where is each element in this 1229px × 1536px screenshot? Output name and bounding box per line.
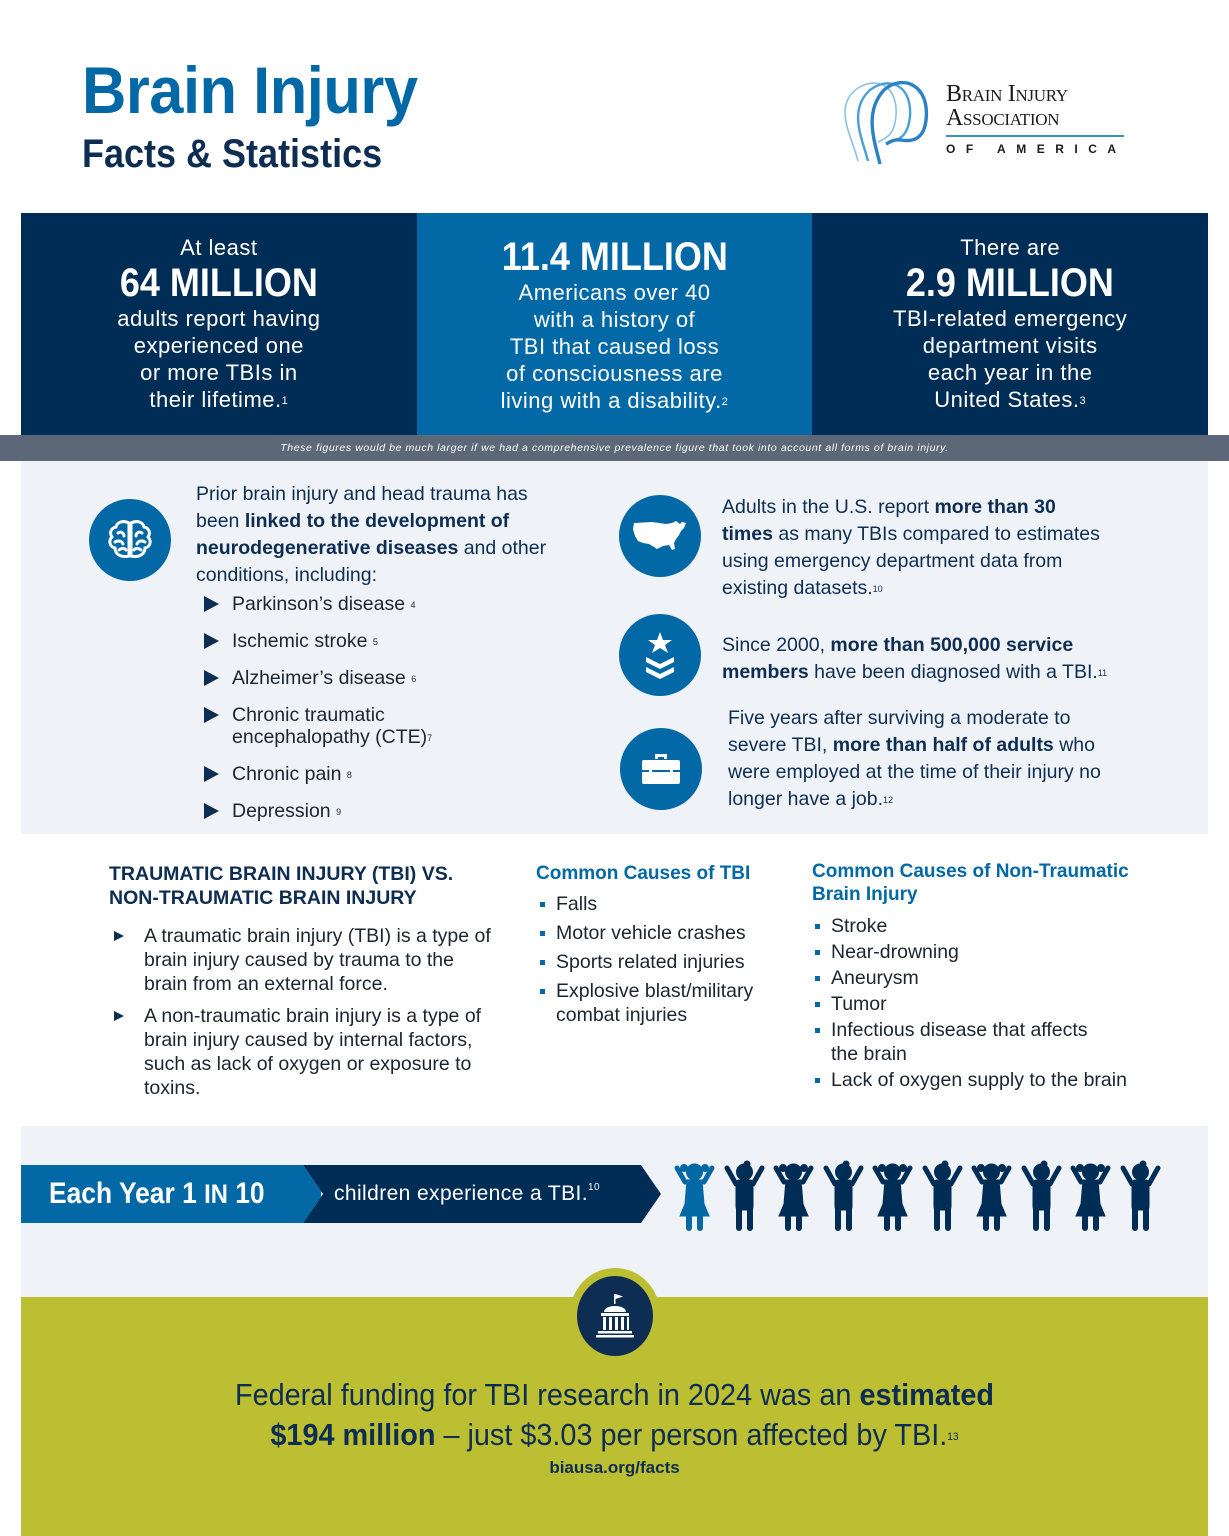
- definitions-list: [112, 924, 492, 1108]
- stat-line: of consciousness are: [506, 361, 723, 386]
- stat-line: United States.$^3$: [934, 387, 1087, 412]
- triangle-bullet-icon: [204, 766, 219, 782]
- girl-figure-icon: [870, 1160, 915, 1232]
- stat-line: with a history of: [533, 307, 696, 332]
- logo-line-3: OF AMERICA: [946, 142, 1127, 156]
- cause-item: Lack of oxygen supply to the brain: [813, 1068, 1173, 1092]
- cause-item: Aneurysm: [813, 966, 1173, 990]
- stat-panel-2-9m: [812, 213, 1208, 435]
- stat-panels: [21, 213, 1208, 435]
- page-title: Brain Injury: [82, 53, 418, 127]
- children-stat-label: Each Year 1 IN 10: [49, 1177, 265, 1210]
- heads-logo-icon: [838, 76, 943, 166]
- triangle-bullet-icon: [204, 803, 219, 819]
- page-subtitle: Facts & Statistics: [82, 132, 383, 176]
- causes-tbi-list: [538, 892, 778, 1032]
- footnote-ref: 3: [1079, 395, 1087, 407]
- triangle-bullet-icon: [204, 596, 219, 612]
- footnote-ref: 1: [281, 395, 289, 407]
- logo-rule: [946, 135, 1124, 137]
- stat-value: 11.4 MILLION: [501, 235, 728, 279]
- girl-figure-icon: [1068, 1160, 1113, 1232]
- children-banner: [21, 1165, 661, 1223]
- cause-item: Infectious disease that affects the brain: [813, 1018, 1113, 1066]
- condition-item: Depression $^9$: [204, 800, 434, 822]
- children-figures: [672, 1160, 1163, 1232]
- boy-figure-icon: [1118, 1160, 1163, 1232]
- condition-item: Ischemic stroke $^5$: [204, 630, 434, 652]
- logo-line-2: Association: [946, 105, 1060, 131]
- triangle-bullet-icon: [114, 931, 124, 941]
- stat-line: adults report having: [117, 306, 321, 331]
- prevalence-caption: These figures would be much larger if we had a comprehensive prevalence figure that took into account all forms of brain injury.: [0, 435, 1229, 461]
- boy-figure-icon: [920, 1160, 965, 1232]
- conditions-list: [204, 593, 434, 837]
- square-bullet-icon: [540, 960, 545, 965]
- condition-item: Parkinson’s disease $^4$: [204, 593, 434, 615]
- causes-tbi-heading: Common Causes of TBI: [536, 863, 751, 884]
- neuro-fact-text: Prior brain injury and head trauma has been linked to the development of neurodegenerative diseases and other conditions, including:: [196, 483, 547, 586]
- square-bullet-icon: [540, 902, 545, 907]
- cause-item: Explosive blast/military combat injuries: [538, 979, 778, 1027]
- causes-non-tbi-list: [813, 914, 1173, 1094]
- triangle-bullet-icon: [204, 633, 219, 649]
- tbi-definitions-heading: TRAUMATIC BRAIN INJURY (TBI) VS. NON-TRAUMATIC BRAIN INJURY: [109, 863, 454, 909]
- definition-item: A traumatic brain injury (TBI) is a type of brain injury caused by trauma to the brain from an external force.: [112, 924, 492, 996]
- boy-figure-icon: [821, 1160, 866, 1232]
- stat-line: their lifetime.$^1$: [149, 387, 289, 412]
- children-stat-text: children experience a TBI.$^{10}$: [334, 1182, 600, 1205]
- military-fact-text: Since 2000, more than 500,000 service members have been diagnosed with a TBI.$^{11}$: [722, 634, 1108, 683]
- us-fact-text: Adults in the U.S. report more than 30 times as many TBIs compared to estimates using emergency department data from existing datasets.$^{10}$: [722, 496, 1100, 599]
- girl-figure-icon: [969, 1160, 1014, 1232]
- cause-item: Motor vehicle crashes: [538, 921, 778, 945]
- triangle-bullet-icon: [204, 670, 219, 686]
- cause-item: Sports related injuries: [538, 950, 778, 974]
- square-bullet-icon: [815, 924, 820, 929]
- condition-item: Chronic traumatic encephalopathy (CTE)$^7$: [204, 704, 434, 748]
- square-bullet-icon: [815, 1078, 820, 1083]
- girl-figure-icon: [771, 1160, 816, 1232]
- square-bullet-icon: [540, 989, 545, 994]
- stat-line: Americans over 40: [518, 280, 711, 305]
- cause-item: Falls: [538, 892, 778, 916]
- stat-value: 2.9 MILLION: [906, 261, 1115, 305]
- stat-line: each year in the: [927, 360, 1093, 385]
- square-bullet-icon: [815, 1002, 820, 1007]
- employment-fact-text: Five years after surviving a moderate to severe TBI, more than half of adults who were employed at the time of their injury no longer have a job.$^{12}$: [728, 707, 1101, 810]
- facts-panel: [21, 461, 1208, 834]
- stat-value: 64 MILLION: [119, 261, 318, 305]
- logo-line-1: Brain Injury: [946, 81, 1068, 107]
- brain-icon: [89, 499, 171, 581]
- stat-line: TBI-related emergency: [893, 306, 1128, 331]
- square-bullet-icon: [815, 1028, 820, 1033]
- cause-item: Near-drowning: [813, 940, 1173, 964]
- stat-line: experienced one: [133, 333, 304, 358]
- condition-item: Chronic pain $^8$: [204, 763, 434, 785]
- footnote-ref: 2: [721, 396, 729, 408]
- causes-non-tbi-heading: Common Causes of Non-Traumatic Brain Injury: [812, 861, 1129, 905]
- square-bullet-icon: [815, 950, 820, 955]
- condition-item: Alzheimer’s disease $^6$: [204, 667, 434, 689]
- facts-url-link[interactable]: biausa.org/facts: [549, 1458, 680, 1477]
- cause-item: Stroke: [813, 914, 1173, 938]
- square-bullet-icon: [540, 931, 545, 936]
- boy-figure-icon: [722, 1160, 767, 1232]
- cause-item: Tumor: [813, 992, 1173, 1016]
- boy-figure-icon: [1019, 1160, 1064, 1232]
- stat-line: living with a disability.$^2$: [500, 388, 729, 413]
- stat-line: TBI that caused loss: [509, 334, 720, 359]
- triangle-bullet-icon: [204, 707, 219, 723]
- capitol-building-icon: [577, 1276, 653, 1356]
- triangle-bullet-icon: [114, 1011, 124, 1021]
- stat-panel-11-4m: [417, 213, 813, 435]
- stat-line: department visits: [922, 333, 1098, 358]
- stat-pre: At least: [180, 235, 258, 260]
- us-map-icon: [619, 495, 701, 577]
- briefcase-icon: [620, 728, 702, 810]
- biaa-logo: [838, 76, 1138, 166]
- stat-line: or more TBIs in: [140, 360, 298, 385]
- definition-item: A non-traumatic brain injury is a type of brain injury caused by internal factors, such as lack of oxygen or exposure to toxins.: [112, 1004, 492, 1100]
- stat-pre: There are: [960, 235, 1061, 260]
- stat-panel-64m: [21, 213, 417, 435]
- funding-statement: Federal funding for TBI research in 2024 was an estimated $194 million – just $3.03 per person affected by TBI.$^{13}$: [234, 1377, 995, 1452]
- military-rank-icon: [619, 614, 701, 696]
- girl-figure-icon-highlighted: [672, 1160, 717, 1232]
- square-bullet-icon: [815, 976, 820, 981]
